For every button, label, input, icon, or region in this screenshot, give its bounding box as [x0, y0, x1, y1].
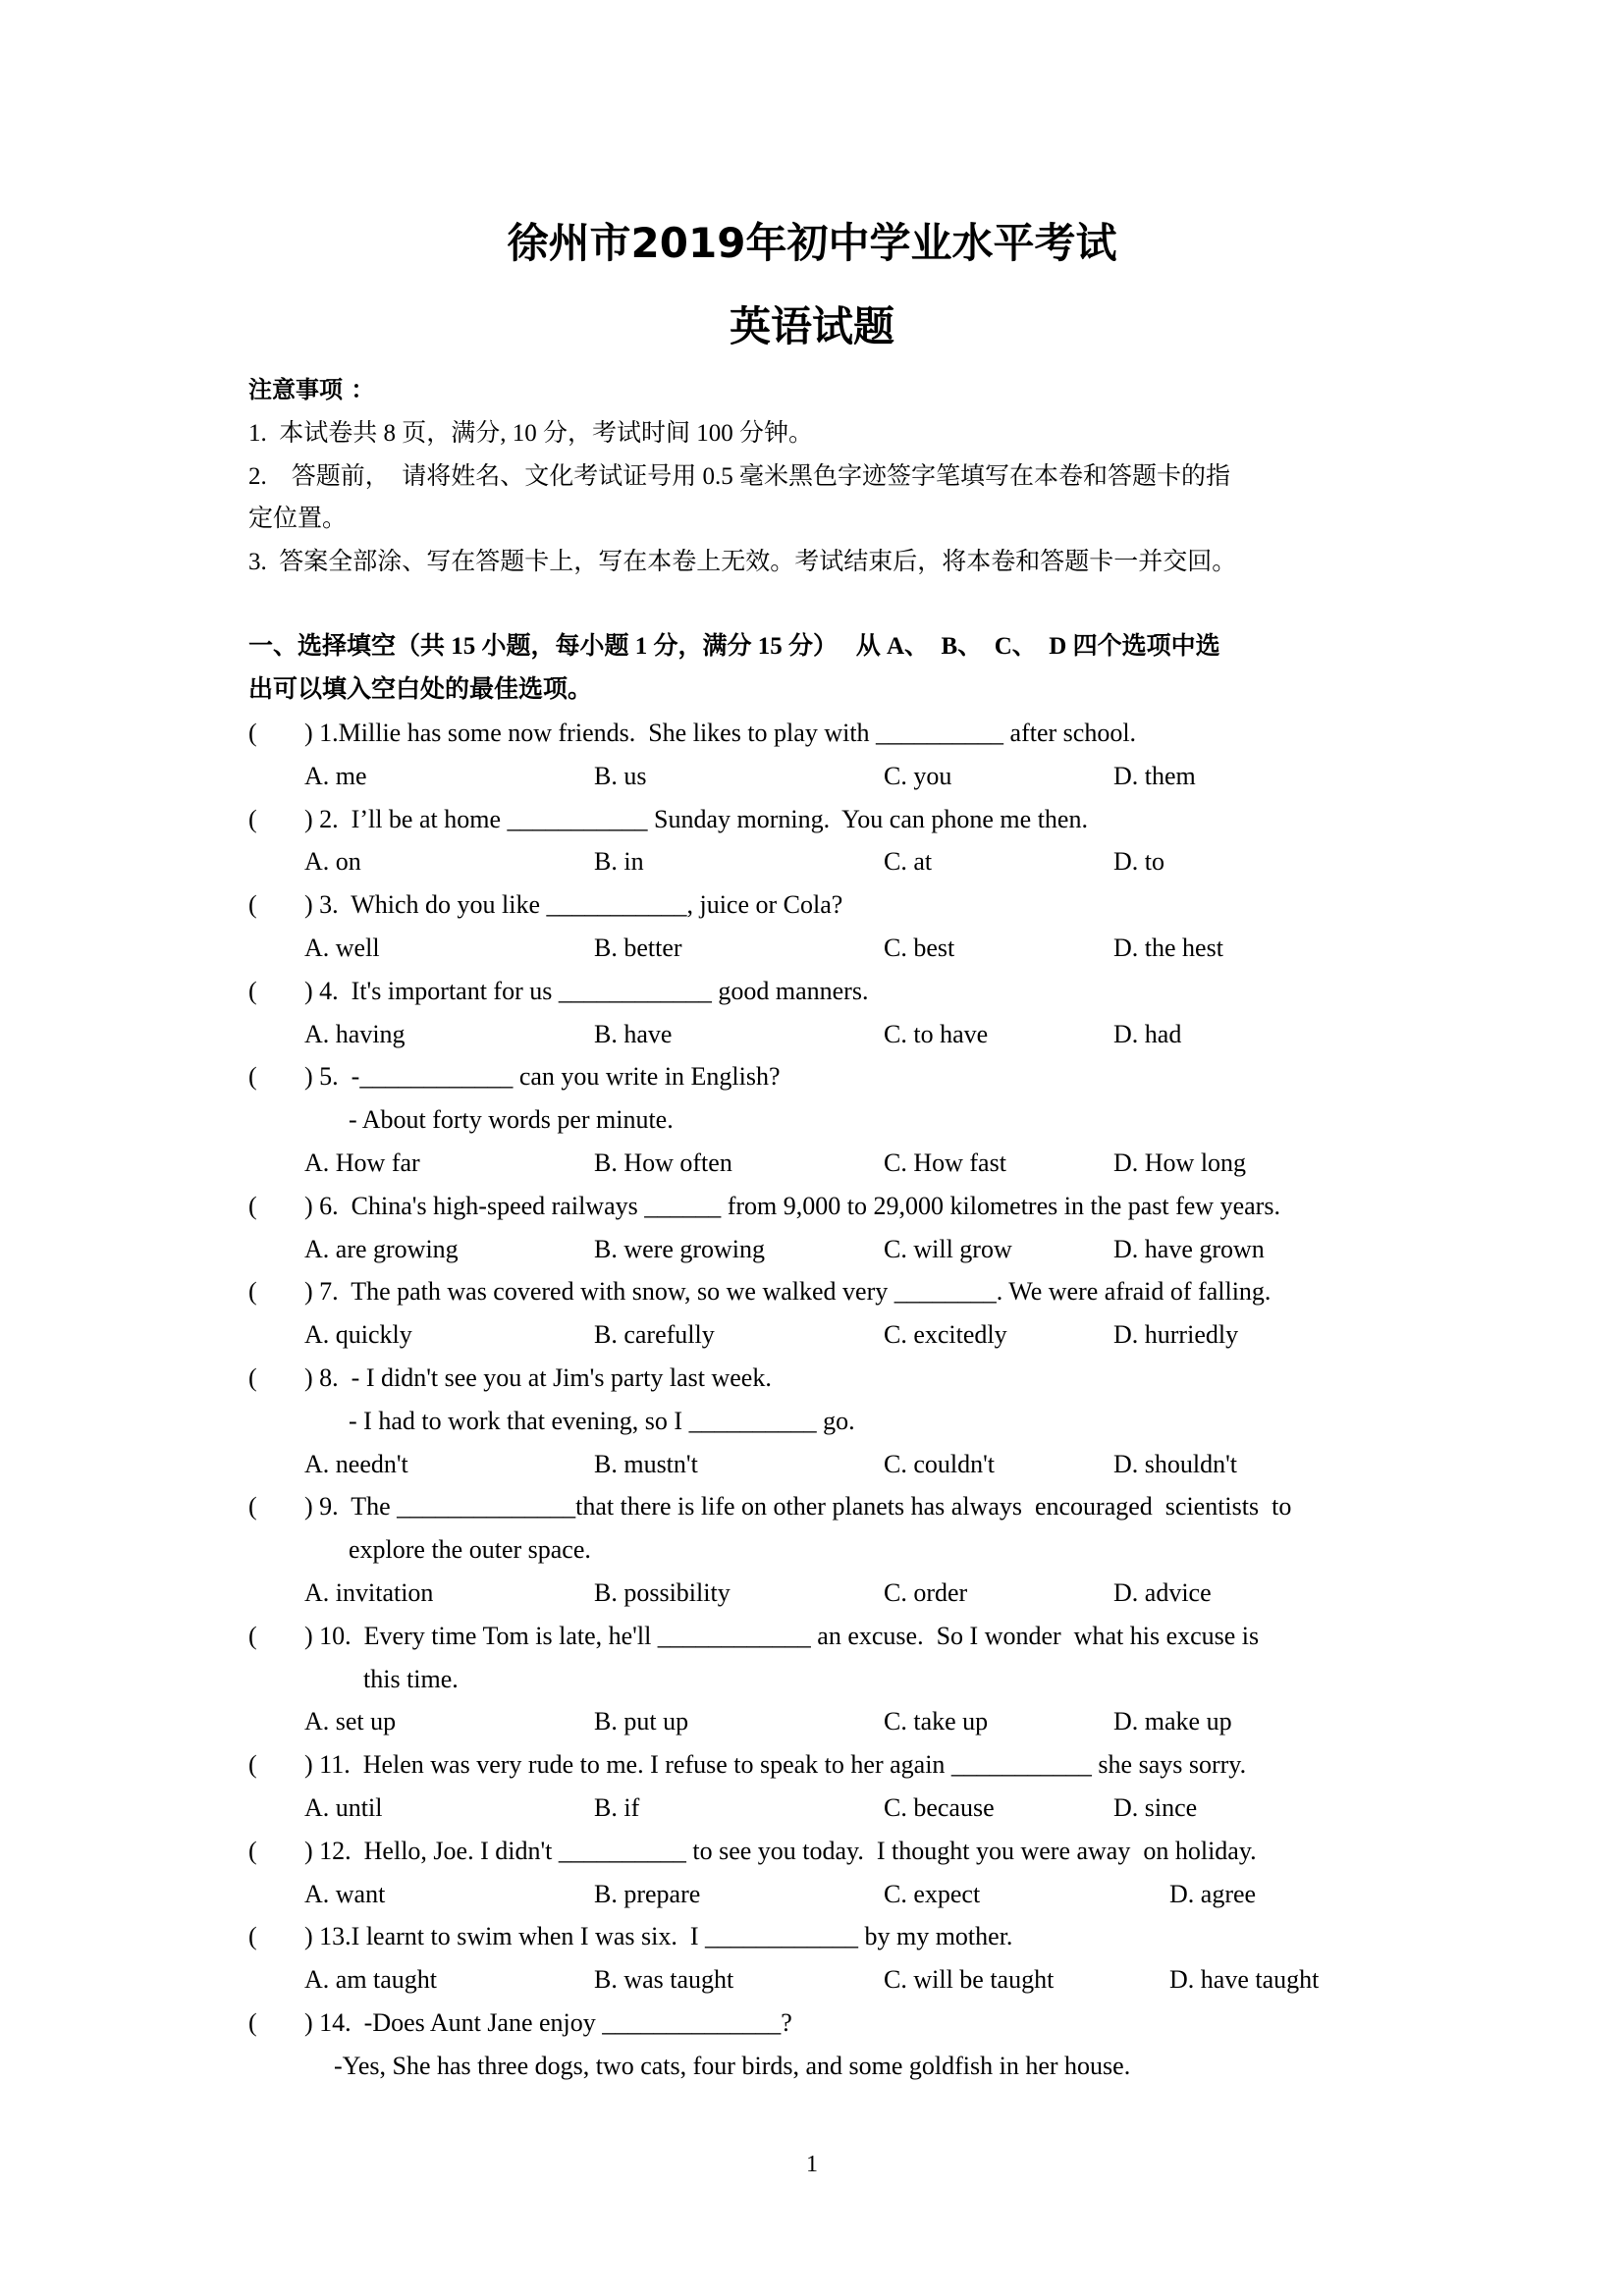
question-continuation: -Yes, She has three dogs, two cats, four birds, and some goldfish in her house.: [334, 2051, 1131, 2080]
question-stem-row: [248, 1915, 1387, 1958]
option-c[interactable]: C. you: [884, 761, 952, 790]
option-b[interactable]: B. carefully: [594, 1320, 715, 1350]
option-d[interactable]: D. shouldn't: [1113, 1449, 1238, 1478]
question-stem: ) 7. The path was covered with snow, so we walked very ________. We were afraid of falling.: [304, 1277, 1272, 1307]
note-line: 定位置。: [248, 506, 348, 533]
options-row: [248, 1572, 1387, 1615]
answer-bracket[interactable]: (: [248, 2007, 257, 2037]
question-continuation-row: [248, 1658, 1387, 1701]
notes-section: [248, 369, 1387, 584]
options-row: [248, 1228, 1387, 1271]
option-a[interactable]: A. on: [304, 847, 361, 877]
question-stem-row: [248, 1615, 1387, 1658]
answer-bracket[interactable]: (: [248, 1191, 257, 1220]
question-stem: ) 2. I’ll be at home ___________ Sunday morning. You can phone me then.: [304, 804, 1088, 833]
option-c[interactable]: C. excitedly: [884, 1320, 1007, 1350]
option-b[interactable]: B. mustn't: [594, 1449, 698, 1478]
option-a[interactable]: A. are growing: [304, 1234, 459, 1263]
options-row: [248, 1013, 1387, 1056]
option-b[interactable]: B. us: [594, 761, 647, 790]
section-heading-line: 一、选择填空（共 15 小题，每小题 1 分，满分 15 分） 从 A、 B、 C、 D 四个选项中选: [248, 633, 1220, 660]
option-c[interactable]: C. to have: [884, 1019, 989, 1048]
option-a[interactable]: A. me: [304, 761, 367, 790]
question-stem: ) 14. -Does Aunt Jane enjoy ______________?: [304, 2007, 792, 2037]
question-continuation-row: [248, 1528, 1387, 1572]
option-c[interactable]: C. take up: [884, 1707, 989, 1736]
options-row: [248, 1313, 1387, 1357]
option-b[interactable]: B. were growing: [594, 1234, 766, 1263]
option-a[interactable]: A. am taught: [304, 1965, 438, 1995]
exam-title: 徐州市2019年初中学业水平考试: [507, 219, 1117, 267]
question-continuation: - About forty words per minute.: [349, 1105, 674, 1135]
options-row: [248, 755, 1387, 798]
option-a[interactable]: A. set up: [304, 1707, 397, 1736]
option-c[interactable]: C. How fast: [884, 1148, 1006, 1177]
option-a[interactable]: A. well: [304, 933, 380, 962]
answer-bracket[interactable]: (: [248, 1621, 257, 1650]
option-c[interactable]: C. couldn't: [884, 1449, 996, 1478]
question-stem: ) 1.Millie has some now friends. She likes to play with __________ after school.: [304, 719, 1137, 747]
notes-heading: 注意事项 ：: [248, 376, 375, 403]
option-a[interactable]: A. quickly: [304, 1320, 412, 1350]
option-b[interactable]: B. was taught: [594, 1965, 734, 1995]
option-d[interactable]: D. since: [1113, 1792, 1198, 1822]
question-stem-row: [248, 1055, 1387, 1098]
option-c[interactable]: C. order: [884, 1577, 968, 1607]
options-row: [248, 840, 1387, 883]
answer-bracket[interactable]: (: [248, 719, 257, 747]
answer-bracket[interactable]: (: [248, 1492, 257, 1522]
question-continuation-row: [248, 1098, 1387, 1142]
note-line: 3. 答案全部涂、写在答题卡上，写在本卷上无效。考试结束后，将本卷和答题卡一并交回。: [248, 549, 1237, 576]
option-a[interactable]: A. invitation: [304, 1577, 434, 1607]
question-stem: ) 6. China's high-speed railways ______ from 9,000 to 29,000 kilometres in the past few years.: [304, 1191, 1280, 1220]
answer-bracket[interactable]: (: [248, 890, 257, 920]
options-row: [248, 1787, 1387, 1830]
option-d[interactable]: D. agree: [1169, 1879, 1257, 1908]
option-a[interactable]: A. want: [304, 1879, 386, 1908]
option-d[interactable]: D. had: [1113, 1019, 1182, 1048]
question-stem: ) 13.I learnt to swim when I was six. I ____________ by my mother.: [304, 1922, 1013, 1951]
option-b[interactable]: B. in: [594, 847, 644, 877]
option-a[interactable]: A. needn't: [304, 1449, 408, 1478]
option-d[interactable]: D. advice: [1113, 1577, 1212, 1607]
option-b[interactable]: B. if: [594, 1792, 640, 1822]
answer-bracket[interactable]: (: [248, 1062, 257, 1092]
option-d[interactable]: D. them: [1113, 761, 1196, 790]
option-a[interactable]: A. until: [304, 1792, 383, 1822]
question-stem-row: [248, 1743, 1387, 1787]
option-d[interactable]: D. hurriedly: [1113, 1320, 1239, 1350]
option-c[interactable]: C. best: [884, 933, 955, 962]
answer-bracket[interactable]: (: [248, 1362, 257, 1392]
options-row: [248, 1443, 1387, 1486]
note-line: 2. 答题前， 请将姓名、文化考试证号用 0.5 毫米黑色字迹签字笔填写在本卷和答题卡的指: [248, 462, 1231, 490]
answer-bracket[interactable]: (: [248, 976, 257, 1005]
options-row: [248, 927, 1387, 970]
option-d[interactable]: D. How long: [1113, 1148, 1247, 1177]
option-a[interactable]: A. having: [304, 1019, 406, 1048]
question-stem-row: [248, 1185, 1387, 1228]
answer-bracket[interactable]: (: [248, 1750, 257, 1780]
option-d[interactable]: D. have grown: [1113, 1234, 1265, 1263]
option-c[interactable]: C. will grow: [884, 1234, 1012, 1263]
option-b[interactable]: B. prepare: [594, 1879, 701, 1908]
option-b[interactable]: B. better: [594, 933, 682, 962]
page-number: 1: [806, 2152, 818, 2177]
question-stem-row: [248, 1485, 1387, 1528]
question-continuation: this time.: [363, 1664, 459, 1693]
question-continuation-row: [248, 1400, 1387, 1443]
section-heading-line: 出可以填入空白处的最佳选项。: [248, 675, 593, 703]
answer-bracket[interactable]: (: [248, 1836, 257, 1865]
question-stem-row: [248, 1270, 1387, 1313]
question-stem-row: [248, 712, 1387, 755]
option-b[interactable]: B. How often: [594, 1148, 732, 1177]
option-b[interactable]: B. put up: [594, 1707, 689, 1736]
section-heading: [248, 625, 1387, 712]
question-stem-row: [248, 970, 1387, 1013]
options-row: [248, 1142, 1387, 1185]
question-list: [248, 712, 1387, 2088]
option-c[interactable]: C. expect: [884, 1879, 981, 1908]
option-b[interactable]: B. have: [594, 1019, 673, 1048]
question-stem-row: [248, 798, 1387, 841]
question-stem-row: [248, 2002, 1387, 2045]
question-stem: ) 11. Helen was very rude to me. I refuse to speak to her again ___________ she says sorry.: [304, 1750, 1247, 1780]
exam-subtitle: 英语试题: [729, 302, 894, 350]
question-continuation-row: [248, 2045, 1387, 2088]
question-continuation: explore the outer space.: [349, 1535, 591, 1565]
option-c[interactable]: C. because: [884, 1792, 995, 1822]
question-stem: ) 8. - I didn't see you at Jim's party last week.: [304, 1362, 772, 1392]
question-continuation: - I had to work that evening, so I __________ go.: [349, 1406, 855, 1435]
answer-bracket[interactable]: (: [248, 1922, 257, 1951]
answer-bracket[interactable]: (: [248, 804, 257, 833]
question-stem: ) 4. It's important for us ____________ good manners.: [304, 976, 869, 1005]
question-stem: ) 12. Hello, Joe. I didn't __________ to see you today. I thought you were away on holiday.: [304, 1836, 1257, 1865]
note-line: 1. 本试卷共 8 页，满分, 10 分，考试时间 100 分钟。: [248, 419, 814, 447]
question-stem-row: [248, 1357, 1387, 1400]
option-c[interactable]: C. at: [884, 847, 933, 877]
question-stem: ) 9. The ______________that there is life on other planets has always encouraged scientists to: [304, 1492, 1292, 1522]
option-a[interactable]: A. How far: [304, 1148, 420, 1177]
question-stem: ) 10. Every time Tom is late, he'll ____________ an excuse. So I wonder what his excuse is: [304, 1621, 1260, 1650]
options-row: [248, 1700, 1387, 1743]
option-c[interactable]: C. will be taught: [884, 1965, 1055, 1995]
options-row: [248, 1873, 1387, 1916]
question-stem: ) 5. -____________ can you write in English?: [304, 1062, 781, 1092]
question-stem-row: [248, 883, 1387, 927]
option-d[interactable]: D. have taught: [1169, 1965, 1320, 1995]
option-d[interactable]: D. make up: [1113, 1707, 1232, 1736]
answer-bracket[interactable]: (: [248, 1277, 257, 1307]
question-stem: ) 3. Which do you like ___________, juice or Cola?: [304, 890, 843, 920]
question-stem-row: [248, 1830, 1387, 1873]
options-row: [248, 1958, 1387, 2002]
option-b[interactable]: B. possibility: [594, 1577, 731, 1607]
option-d[interactable]: D. to: [1113, 847, 1164, 877]
option-d[interactable]: D. the hest: [1113, 933, 1223, 962]
